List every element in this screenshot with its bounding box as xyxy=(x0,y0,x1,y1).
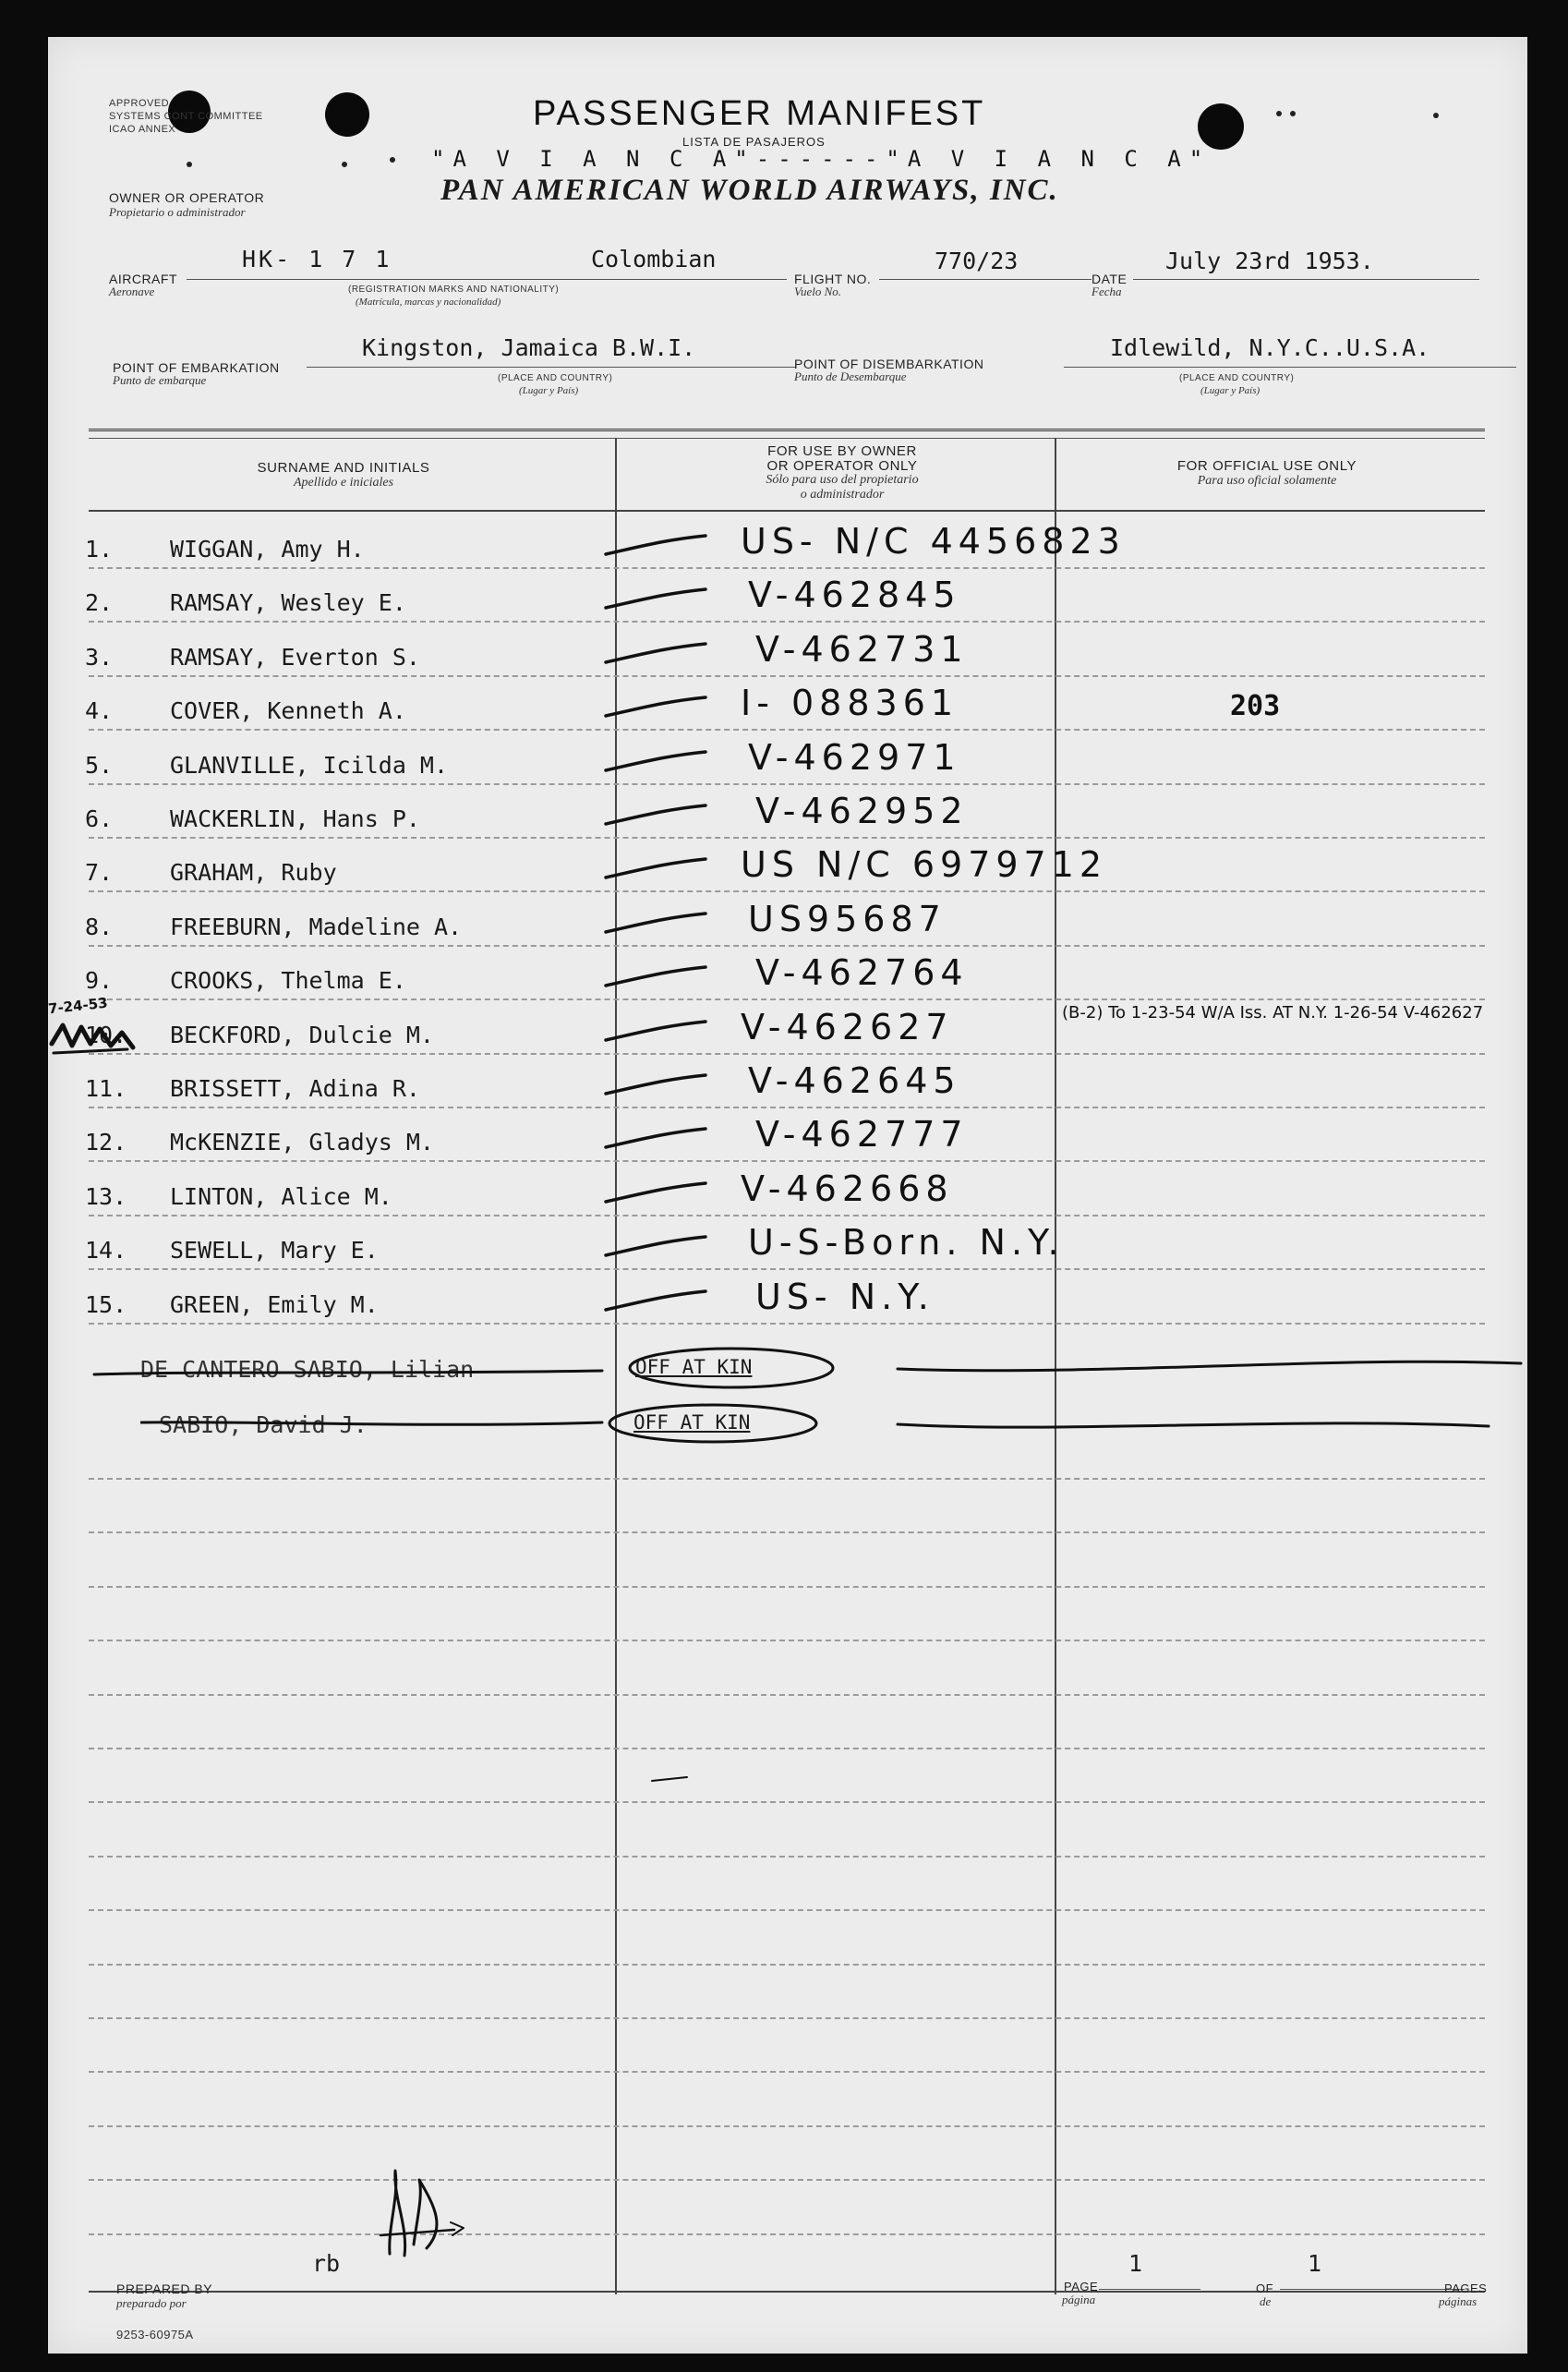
passenger-number: 5. xyxy=(85,752,114,779)
check-dash xyxy=(602,1180,713,1207)
date-label-es: Fecha xyxy=(1092,284,1122,298)
page-title: PASSENGER MANIFEST xyxy=(533,94,986,133)
passenger-document: U-S-Born. N.Y. xyxy=(748,1222,1065,1263)
aircraft-registration: HK- 1 7 1 xyxy=(242,246,392,272)
passenger-number: 15. xyxy=(85,1291,127,1318)
embarkation-label-es: Punto de embarque xyxy=(113,373,207,387)
form-number: 9253-60975A xyxy=(116,2328,194,2342)
column-header-owner: OR OPERATOR ONLY xyxy=(766,458,918,474)
struck-passenger-name: SABIO, David J. xyxy=(159,1411,368,1438)
passenger-number: 12. xyxy=(85,1129,127,1156)
check-dash xyxy=(602,532,713,560)
passenger-number: 2. xyxy=(85,589,114,616)
place-caption: (PLACE AND COUNTRY) xyxy=(1179,373,1295,383)
official-note: (B-2) To 1-23-54 W/A Iss. AT N.Y. 1-26-54 V-462627 xyxy=(1062,1003,1484,1023)
passenger-name: BECKFORD, Dulcie M. xyxy=(170,1022,434,1048)
passenger-name: WACKERLIN, Hans P. xyxy=(170,805,420,832)
passenger-document: V-462764 xyxy=(755,952,969,993)
passenger-number: 7. xyxy=(85,859,114,886)
date-label: DATE xyxy=(1092,272,1128,286)
operator-name-avianca: "A V I A N C A"------"A V I A N C A" xyxy=(431,146,1212,172)
prepared-by-label: PREPARED BY xyxy=(116,2281,213,2296)
punch-hole xyxy=(1198,103,1244,150)
check-dash xyxy=(602,1125,713,1153)
pages-label-es: páginas xyxy=(1439,2294,1478,2308)
approval-line: APPROVED xyxy=(109,98,170,109)
aircraft-label-es: Aeronave xyxy=(109,284,155,298)
flight-label-es: Vuelo No. xyxy=(794,284,842,298)
column-header-owner-es: Sólo para uso del propietario xyxy=(766,473,919,487)
passenger-number: 6. xyxy=(85,805,114,832)
stray-mark xyxy=(648,1770,704,1788)
page-title-es: LISTA DE PASAJEROS xyxy=(682,135,826,149)
embarkation-label: POINT OF EMBARKATION xyxy=(113,360,280,375)
passenger-document: US- N/C 4456823 xyxy=(741,521,1126,562)
passenger-document: V-462971 xyxy=(748,737,961,778)
total-pages: 1 xyxy=(1308,2250,1322,2277)
passenger-number: 9. xyxy=(85,967,114,994)
passenger-number: 13. xyxy=(85,1183,127,1210)
passenger-name: GRAHAM, Ruby xyxy=(170,859,337,886)
passenger-document: V-462777 xyxy=(755,1114,969,1155)
flight-label: FLIGHT NO. xyxy=(794,272,872,286)
of-label-es: de xyxy=(1260,2294,1272,2308)
column-header-official: FOR OFFICIAL USE ONLY xyxy=(1176,458,1357,474)
check-dash xyxy=(602,586,713,613)
operator-name-panam: PAN AMERICAN WORLD AIRWAYS, INC. xyxy=(440,174,1059,207)
passenger-number: 10. xyxy=(85,1022,127,1048)
check-dash xyxy=(602,802,713,829)
struck-passenger-note: OFF AT KIN xyxy=(635,1356,753,1378)
passenger-name: RAMSAY, Everton S. xyxy=(170,644,420,671)
struck-passenger-name: DE CANTERO SABIO, Lilian xyxy=(140,1356,475,1383)
passenger-document: US- N.Y. xyxy=(755,1277,935,1317)
place-caption-es: (Lugar y País) xyxy=(1200,385,1260,396)
check-dash xyxy=(602,1233,713,1261)
passenger-document: V-462645 xyxy=(748,1060,961,1101)
page-number: 1 xyxy=(1128,2250,1143,2277)
official-note: 203 xyxy=(1230,690,1281,722)
passenger-number: 11. xyxy=(85,1075,127,1102)
row10-margin-note: 7-24-53 xyxy=(47,994,109,1018)
check-dash xyxy=(602,910,713,938)
strike-through xyxy=(140,1398,1526,1454)
passenger-number: 3. xyxy=(85,644,114,671)
passenger-number: 14. xyxy=(85,1237,127,1264)
passenger-document: V-462627 xyxy=(741,1007,954,1047)
passenger-document: V-462845 xyxy=(748,575,961,615)
of-label: OF xyxy=(1256,2281,1274,2295)
passenger-name: GLANVILLE, Icilda M. xyxy=(170,752,449,779)
passenger-document: US95687 xyxy=(748,899,947,939)
passenger-name: GREEN, Emily M. xyxy=(170,1291,379,1318)
passenger-document: US N/C 6979712 xyxy=(741,844,1108,885)
check-dash xyxy=(602,963,713,991)
check-dash xyxy=(602,1018,713,1046)
check-dash xyxy=(602,748,713,776)
prepared-by-initials: rb xyxy=(312,2250,341,2277)
passenger-number: 4. xyxy=(85,697,114,724)
column-header-owner: FOR USE BY OWNER xyxy=(767,443,917,459)
passenger-name: BRISSETT, Adina R. xyxy=(170,1075,420,1102)
disembarkation-place: Idlewild, N.Y.C..U.S.A. xyxy=(1110,334,1430,361)
disembarkation-label-es: Punto de Desembarque xyxy=(794,369,907,383)
strike-through xyxy=(85,1343,1526,1398)
disembarkation-label: POINT OF DISEMBARKATION xyxy=(794,357,984,371)
punch-hole xyxy=(325,92,369,137)
page-label-es: página xyxy=(1062,2293,1096,2306)
check-dash xyxy=(602,640,713,668)
approval-line: ICAO ANNEX xyxy=(109,124,176,135)
place-caption: (PLACE AND COUNTRY) xyxy=(498,373,613,383)
owner-label: OWNER OR OPERATOR xyxy=(109,190,265,205)
signature xyxy=(362,2152,491,2272)
approval-line: SYSTEMS CONT COMMITTEE xyxy=(109,111,263,122)
struck-passenger-note: OFF AT KIN xyxy=(633,1411,751,1434)
manifest-sheet xyxy=(48,37,1527,2354)
column-header-official-es: Para uso oficial solamente xyxy=(1197,474,1337,488)
passenger-name: WIGGAN, Amy H. xyxy=(170,536,365,563)
check-dash xyxy=(602,855,713,883)
page-label: PAGE xyxy=(1064,2280,1099,2293)
column-header-name-es: Apellido e iniciales xyxy=(293,476,394,490)
passenger-name: McKENZIE, Gladys M. xyxy=(170,1129,434,1156)
check-dash xyxy=(602,1071,713,1099)
passenger-name: COVER, Kenneth A. xyxy=(170,697,406,724)
owner-label-es: Propietario o administrador xyxy=(109,205,246,219)
passenger-name: FREEBURN, Madeline A. xyxy=(170,914,463,940)
embarkation-place: Kingston, Jamaica B.W.I. xyxy=(362,334,696,361)
flight-number: 770/23 xyxy=(935,248,1019,274)
aircraft-label: AIRCRAFT xyxy=(109,272,177,286)
registration-caption-es: (Matrícula, marcas y nacionalidad) xyxy=(356,296,501,308)
place-caption-es: (Lugar y País) xyxy=(519,385,579,396)
passenger-document: V-462668 xyxy=(741,1168,954,1209)
column-header-owner-es: o administrador xyxy=(800,488,885,502)
prepared-by-label-es: preparado por xyxy=(116,2296,187,2310)
passenger-number: 1. xyxy=(85,536,114,563)
check-dash xyxy=(602,694,713,721)
check-dash xyxy=(602,1288,713,1315)
flight-date: July 23rd 1953. xyxy=(1165,248,1374,274)
passenger-number: 8. xyxy=(85,914,114,940)
passenger-document: I- 088361 xyxy=(741,683,959,723)
scribble-mark xyxy=(44,1016,146,1062)
passenger-document: V-462952 xyxy=(755,791,969,831)
passenger-name: LINTON, Alice M. xyxy=(170,1183,392,1210)
column-header-name: SURNAME AND INITIALS xyxy=(257,460,430,476)
passenger-name: CROOKS, Thelma E. xyxy=(170,967,406,994)
passenger-document: V-462731 xyxy=(755,629,969,670)
pages-label: PAGES xyxy=(1444,2281,1488,2295)
registration-caption: (REGISTRATION MARKS AND NATIONALITY) xyxy=(348,284,560,295)
aircraft-nationality: Colombian xyxy=(591,246,717,272)
passenger-name: SEWELL, Mary E. xyxy=(170,1237,379,1264)
passenger-name: RAMSAY, Wesley E. xyxy=(170,589,406,616)
